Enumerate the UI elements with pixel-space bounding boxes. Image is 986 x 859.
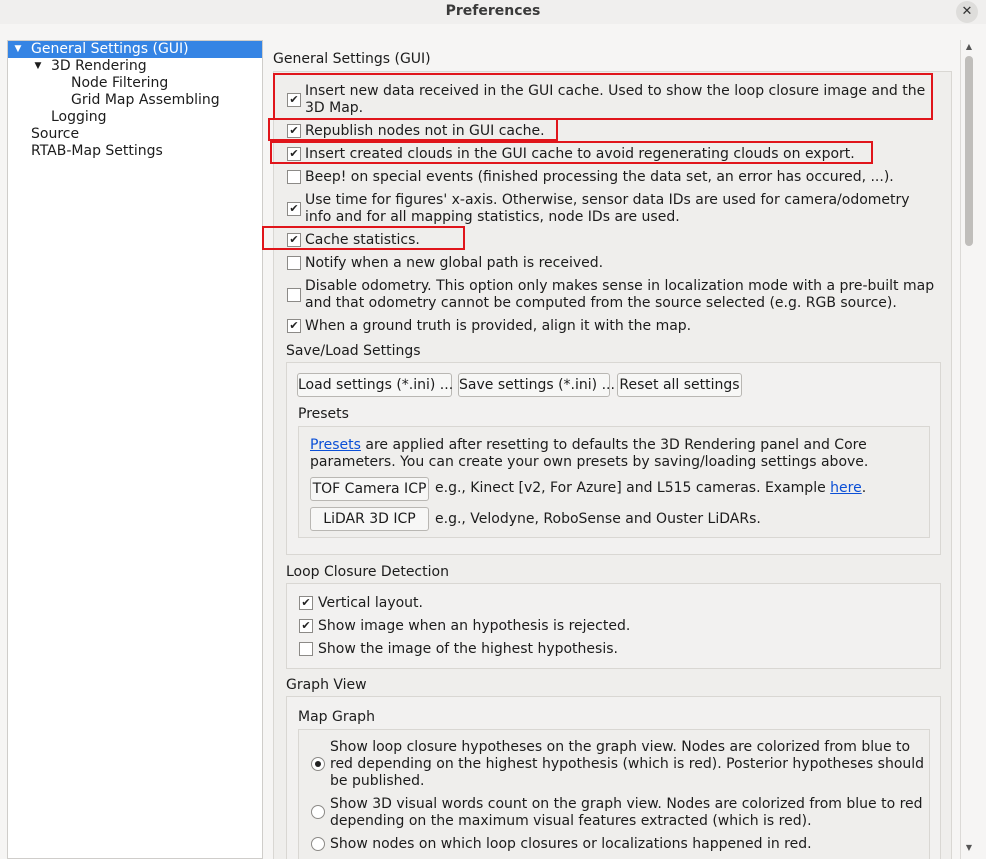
- reset-all-settings-button[interactable]: Reset all settings: [617, 373, 742, 397]
- tof-camera-icp-button[interactable]: TOF Camera ICP: [310, 477, 429, 501]
- presets-title: Presets: [298, 406, 349, 422]
- highlight-box: [268, 118, 558, 141]
- checkbox[interactable]: ✔: [287, 147, 301, 161]
- here-link[interactable]: here: [830, 480, 862, 496]
- tof-description: e.g., Kinect [v2, For Azure] and L515 cameras. Example here.: [435, 480, 867, 496]
- checkbox[interactable]: ✔: [299, 619, 313, 633]
- save-load-panel: [286, 362, 941, 555]
- tree-item-source[interactable]: Source: [31, 126, 80, 142]
- scroll-down-icon[interactable]: ▼: [965, 843, 973, 852]
- presets-description: Presets are applied after resetting to defaults the 3D Rendering panel and Core parameters. You can create your own presets by saving/loading settings above.: [310, 437, 869, 470]
- checkbox[interactable]: [287, 256, 301, 270]
- checkbox[interactable]: ✔: [287, 233, 301, 247]
- expand-arrow-icon[interactable]: ▼: [34, 61, 42, 71]
- graph-view-title: Graph View: [286, 677, 367, 693]
- highlight-box: [270, 141, 873, 164]
- checkbox[interactable]: [287, 288, 301, 302]
- presets-link[interactable]: Presets: [310, 437, 361, 453]
- tree-item-logging[interactable]: Logging: [51, 109, 107, 125]
- map-graph-panel: Show loop closure hypotheses on the graph view. Nodes are colorized from blue to red depending on the highest hypothesis (which is red). Posterior hypotheses should be published. Show 3D visual words count on the graph view. Nodes are colorized from blue to red depending on the maximum visual features extracted (which is red). Show nodes on which loop closures or localizations happened in red.: [298, 729, 930, 859]
- load-settings-button[interactable]: Load settings (*.ini) ...: [297, 373, 452, 397]
- lidar-description: e.g., Velodyne, RoboSense and Ouster LiDARs.: [435, 511, 761, 527]
- save-settings-button[interactable]: Save settings (*.ini) ...: [458, 373, 610, 397]
- close-icon[interactable]: ✕: [956, 1, 978, 23]
- title-bar: [0, 0, 986, 24]
- checkbox[interactable]: ✔: [287, 319, 301, 333]
- highlight-box: [262, 226, 465, 250]
- vertical-scrollbar[interactable]: [960, 40, 977, 859]
- save-load-title: Save/Load Settings: [286, 343, 421, 359]
- radio-button[interactable]: [311, 805, 325, 819]
- radio-button[interactable]: [311, 837, 325, 851]
- tree-item-grid-map-assembling[interactable]: Grid Map Assembling: [71, 92, 220, 108]
- lidar-3d-icp-button[interactable]: LiDAR 3D ICP: [310, 507, 429, 531]
- scrollbar-thumb[interactable]: [965, 56, 973, 246]
- radio-button[interactable]: [311, 757, 325, 771]
- checkbox[interactable]: [287, 170, 301, 184]
- checkbox[interactable]: ✔: [299, 596, 313, 610]
- map-graph-title: Map Graph: [298, 709, 375, 725]
- checkbox[interactable]: ✔: [287, 124, 301, 138]
- tree-item-rtabmap-settings[interactable]: RTAB-Map Settings: [31, 143, 163, 159]
- general-settings-panel: ✔ Insert new data received in the GUI cache. Used to show the loop closure image and the 3D Map. ✔ Republish nodes not in GUI cache. ✔ Insert created clouds in the GUI cache to avoid regenerating clouds on export. Beep! on special events (finished processing the data set, an error has occured, ...). ✔ Use time for figures' x-axis. Otherwise, sensor data IDs are used for camera/odometry info and for all mapping statistics, node IDs are used. ✔ Cache statistics. Notify when a new global path is received. Disable odometry. This option only makes sense in localization mode with a pre-built map and that odometry cannot be computed from the source selected (e.g. RGB source). ✔ When a ground truth is provided, align it with the map. Save/Load Settings Load settings (*.ini) ... Save settings (*.ini) ... Reset all settings Presets Presets are applied after resetting to defaults the 3D Rendering panel and Core parameters. You can create your own presets by saving/loading settings above. TOF Camera ICP e.g., Kinect [v2, For Azure] and L515 cameras. Example here. LiDAR 3D ICP e.g., Velodyne, RoboSense and Ouster LiDARs. Loop Closure Detection ✔ Vertical layout. ✔ Show image when an hypothesis is rejected. Show the image of the highest hypothesis. Graph View Map Graph Show loop closure hypotheses on the graph view. Nodes are colorized from blue to red depending on the highest hypothesis (which is red). Posterior hypotheses should be published. Show 3D visual words count on the graph view. Nodes are colorized from blue to red depending on the maximum visual features extracted (which is red). Show nodes on which loop closures or localizations happened in red.: [273, 71, 952, 859]
- loop-closure-title: Loop Closure Detection: [286, 564, 449, 580]
- presets-panel: [298, 426, 930, 538]
- highlight-box: [273, 73, 933, 120]
- scroll-up-icon[interactable]: ▲: [965, 42, 973, 51]
- settings-tree: [7, 40, 263, 859]
- window-title: Preferences: [445, 3, 541, 19]
- checkbox[interactable]: ✔: [287, 93, 301, 107]
- loop-closure-panel: ✔ Vertical layout. ✔ Show image when an hypothesis is rejected. Show the image of the highest hypothesis.: [286, 583, 941, 669]
- tree-item-general-settings[interactable]: General Settings (GUI): [31, 41, 189, 57]
- graph-view-panel: [286, 696, 941, 859]
- general-settings-title: General Settings (GUI): [273, 51, 431, 67]
- tree-item-node-filtering[interactable]: Node Filtering: [71, 75, 169, 91]
- checkbox[interactable]: ✔: [287, 202, 301, 216]
- expand-arrow-icon[interactable]: ▼: [14, 44, 22, 54]
- checkbox[interactable]: [299, 642, 313, 656]
- tree-item-3d-rendering[interactable]: 3D Rendering: [51, 58, 147, 74]
